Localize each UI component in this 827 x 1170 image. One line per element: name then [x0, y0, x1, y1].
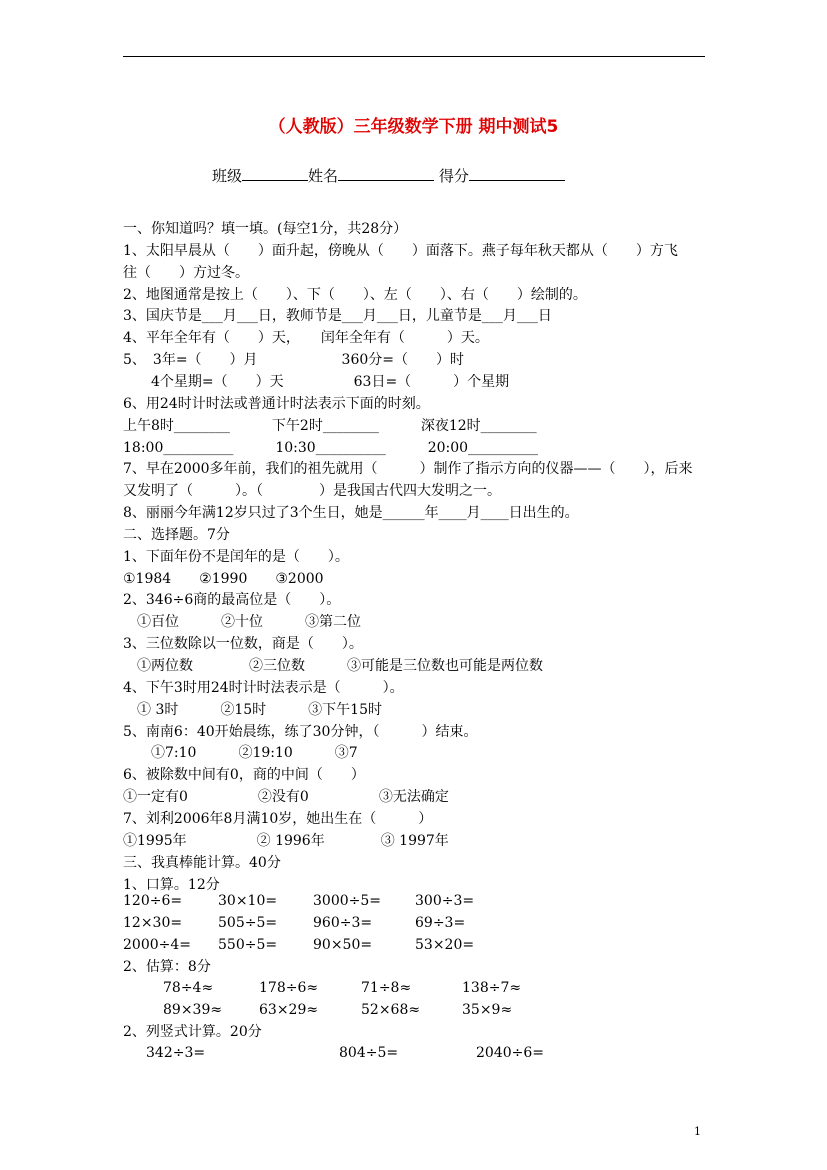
question-line: 1、口算。12分	[123, 876, 220, 893]
oral-calc-item: 53×20=	[415, 937, 475, 953]
question-line: 2、地图通常是按上（ ）、下（ ）、左（ ）、右（ ）绘制的。	[123, 286, 587, 303]
estimate-item: 35×9≈	[462, 1002, 513, 1018]
oral-calc-item: 3000÷5=	[313, 893, 381, 909]
vertical-calc-item: 342÷3=	[146, 1045, 206, 1061]
question-line: 5、南南6：40开始晨练，练了30分钟，（ ）结束。	[123, 723, 478, 740]
question-line: 4、下午3时用24时计时法表示是（ ）。	[123, 679, 404, 696]
oral-calc-item: 300÷3=	[415, 893, 475, 909]
question-line: 1、下面年份不是闰年的是（ ）。	[123, 548, 349, 565]
question-line: 4、平年全年有（ ）天， 闰年全年有（ ）天。	[123, 330, 489, 347]
oral-calc-item: 30×10=	[218, 893, 278, 909]
oral-calc-item: 69÷3=	[415, 915, 466, 931]
question-line: ①两位数 ②三位数 ③可能是三位数也可能是两位数	[123, 658, 543, 674]
estimate-item: 178÷6≈	[259, 980, 319, 996]
page-title: （人教版）三年级数学下册 期中测试5	[268, 117, 559, 137]
oral-calc-item: 550÷5=	[218, 937, 278, 953]
question-line: 三、我真棒能计算。40分	[123, 854, 281, 871]
question-line: ①百位 ②十位 ③第二位	[123, 614, 361, 631]
vertical-calc-item: 804÷5=	[339, 1045, 399, 1061]
question-line: 3、三位数除以一位数，商是（ ）。	[123, 636, 363, 653]
estimate-item: 52×68≈	[361, 1002, 421, 1018]
question-line: 上午8时________ 下午2时________ 深夜12时________	[123, 417, 537, 434]
question-line: 又发明了（ ）。（ ）是我国古代四大发明之一。	[123, 483, 501, 500]
student-info-line	[212, 165, 565, 186]
oral-calc-item: 505÷5=	[218, 915, 278, 931]
question-line: 5、 3年=（ ）月 360分=（ ）时	[123, 352, 464, 369]
question-line: 8、丽丽今年满12岁只过了3个生日，她是______年____月____日出生的。	[123, 505, 579, 522]
estimate-heading: 2、估算：8分	[123, 959, 211, 975]
question-line: 6、被除数中间有0，商的中间（ ）	[123, 767, 365, 784]
oral-calc-item: 960÷3=	[313, 915, 373, 931]
question-line: ①1995年 ② 1996年 ③ 1997年	[123, 832, 449, 849]
question-line: ①一定有0 ②没有0 ③无法确定	[123, 789, 449, 806]
oral-calc-item: 2000÷4=	[123, 937, 191, 953]
estimate-item: 71÷8≈	[361, 980, 412, 996]
vertical-calc-item: 2040÷6=	[476, 1045, 544, 1061]
question-line: ①1984 ②1990 ③2000	[123, 570, 324, 587]
page-number: 1	[694, 1125, 701, 1138]
question-line: ① 3时 ②15时 ③下午15时	[123, 701, 382, 718]
oral-calc-item: 90×50=	[313, 937, 373, 953]
question-line: 一、你知道吗？填一填。(每空1分，共28分）	[123, 221, 408, 237]
score-blank	[469, 166, 565, 181]
name-blank	[338, 166, 434, 181]
estimate-item: 89×39≈	[163, 1002, 223, 1018]
question-line: ①7:10 ②19:10 ③7	[123, 745, 358, 762]
oral-calc-item: 12×30=	[123, 915, 183, 931]
question-line: 18:00__________ 10:30__________ 20:00__________	[123, 439, 539, 456]
estimate-item: 63×29≈	[259, 1002, 319, 1018]
question-line: 二、选择题。7分	[123, 526, 230, 543]
estimate-item: 138÷7≈	[462, 980, 522, 996]
question-line: 6、用24时计时法或普通计时法表示下面的时刻。	[123, 395, 430, 412]
question-line: 7、刘利2006年8月满10岁，她出生在（ ）	[123, 810, 433, 827]
oral-calc-item: 120÷6=	[123, 893, 183, 909]
header-rule	[123, 56, 705, 57]
question-line: 1、太阳早晨从（ ）面升起，傍晚从（ ）面落下。燕子每年秋天都从（ ）方飞	[123, 242, 678, 259]
class-blank	[242, 166, 308, 181]
question-line: 3、国庆节是___月___日，教师节是___月___日，儿童节是___月___日	[123, 308, 552, 325]
question-line: 往（ ）方过冬。	[123, 264, 249, 281]
vertical-calc-heading: 2、列竖式计算。20分	[123, 1024, 262, 1040]
score-label: 得分	[438, 167, 469, 185]
name-label: 姓名	[308, 167, 339, 185]
estimate-item: 78÷4≈	[163, 980, 214, 996]
question-line: 4个星期=（ ）天 63日=（ ）个星期	[123, 373, 510, 390]
class-label: 班级	[212, 167, 243, 185]
question-line: 2、346÷6商的最高位是（ ）。	[123, 592, 341, 609]
question-line: 7、早在2000多年前，我们的祖先就用（ ）制作了指示方向的仪器——（ ），后来	[123, 461, 693, 478]
